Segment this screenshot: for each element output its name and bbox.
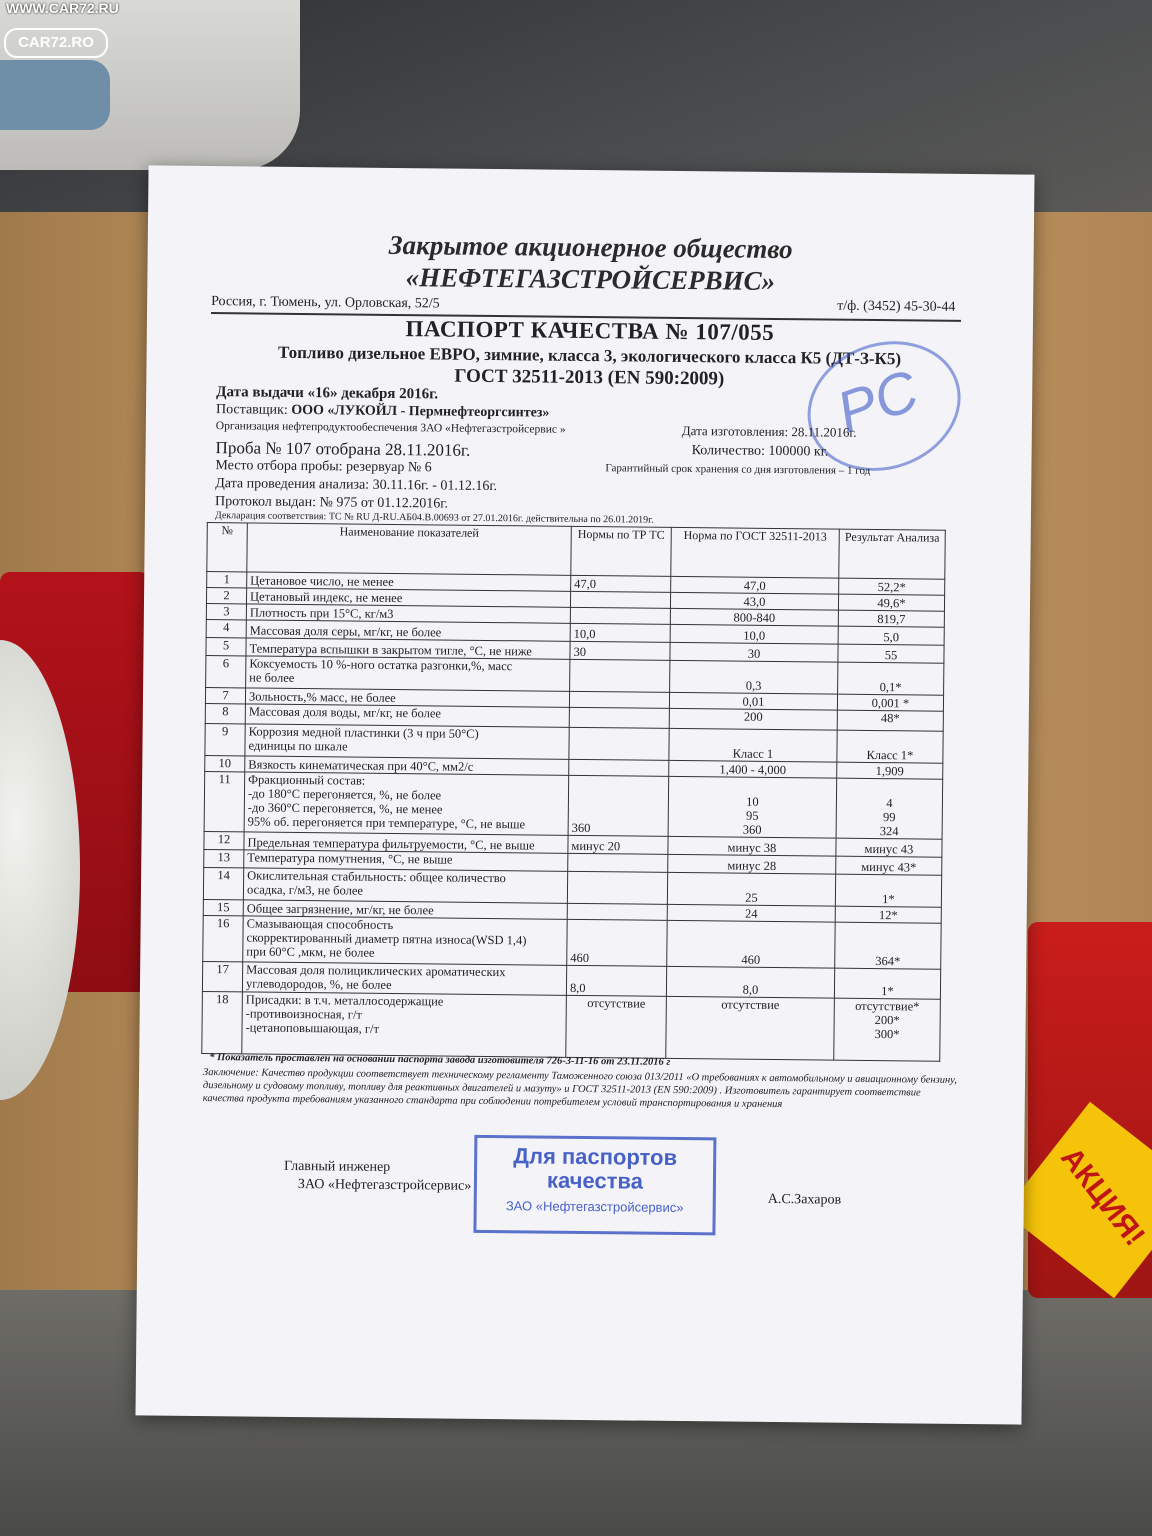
row-gost: 10,0 [670,624,838,644]
row-result [836,778,943,839]
row-result: минус 43* [836,856,942,875]
row-result: 5,0 [838,626,944,645]
row-number: 11 [204,772,245,832]
row-name-line: Массовая доля полициклических ароматических [246,962,506,980]
row-name [243,868,567,903]
company-phone: т/ф. (3452) 45-30-44 [837,298,956,315]
row-name [242,992,567,1057]
passport-title: ПАСПОРТ КАЧЕСТВА № 107/055 [405,316,775,345]
watermark-site: WWW.CAR72.RU [6,0,119,16]
row-result: 1* [834,968,940,999]
row-gost: 460 [667,920,835,968]
row-number: 4 [206,620,246,638]
row-result: 364* [835,922,941,969]
printer-slot [0,60,110,130]
row-number: 1 [207,572,247,588]
col-header-tr-norm: Нормы по ТР ТС [571,526,672,576]
row-result-line: 300* [874,1027,900,1042]
row-number: 2 [206,588,246,604]
row-result-line: 200* [874,1013,900,1028]
warranty-period: Гарантийный срок хранения со дня изготовления – 1 год [605,462,871,477]
row-name: Массовая доля воды, мг/кг, не более [245,704,569,727]
row-gost-line: 95 [745,808,759,823]
analysis-date: Дата проведения анализа: 30.11.16г. - 01.12.16г. [215,476,498,495]
row-result: 55 [838,644,944,663]
quality-passport-document [135,165,1034,1424]
row-result: минус 43 [836,838,942,857]
row-name-line: Коксуемость 10 %-ного остатка разгонки,%, масс [249,656,513,674]
table-row [204,772,943,840]
row-name [244,772,569,835]
col-header-number: № [207,523,248,572]
results-table [201,522,946,1062]
row-name-line: не более [249,670,295,685]
row-tr [569,759,669,776]
row-gost: 0,01 [669,692,837,710]
supplier-label: Поставщик: [215,402,292,418]
row-number: 6 [206,656,246,688]
row-name-line: 95% об. перегоняется при температуре, °С, не выше [247,814,526,832]
row-gost-line: 10 [746,794,759,809]
row-tr: 8,0 [566,965,666,996]
row-number: 14 [203,868,243,900]
declaration: Декларация соответствия: ТС № RU Д-RU.АБ04.В.00693 от 27.01.2016г. действительна по 26.01.2019г. [214,510,654,526]
row-tr [570,591,670,608]
row-result-line: отсутствие* [855,998,920,1014]
row-name: Цетановый индекс, не менее [246,588,570,607]
row-number: 7 [205,688,245,704]
row-tr: минус 20 [568,835,668,854]
row-name [245,724,569,759]
row-gost: минус 28 [668,854,836,874]
row-gost: 25 [667,872,835,906]
footnote: * Показатель проставлен на основании паспорта завода изготовителя 726-3-11-16 от 23.11.2016 г [209,1052,671,1068]
row-gost: 800-840 [670,608,838,626]
table-row [203,916,941,970]
row-tr [567,903,667,920]
row-name-line: Окислительная стабильность: общее количество [247,868,506,886]
stamp-line: ЗАО «Нефтегазстройсервис» [505,1198,684,1216]
row-number: 10 [205,756,245,772]
fuel-description: Топливо дизельное ЕВРО, зимние, класса 3, экологического класса К5 (ДТ-З-К5) [278,342,902,369]
row-name: Цетановое число, не менее [247,572,571,591]
stamp-line: качества [546,1167,644,1194]
row-name-line: Присадки: в т.ч. металлосодержащие [245,992,444,1009]
row-gost-line: 360 [742,822,762,837]
row-number: 15 [203,900,243,916]
supplier [216,402,550,421]
certification-stamp-text: РС [828,357,927,446]
row-number: 8 [205,704,245,724]
row-result-line: 99 [882,810,896,825]
row-name-line: скорректированный диаметр пятна износа(WSD 1,4) [246,930,527,948]
promo-label: АКЦИЯ! [1054,1141,1152,1253]
row-name-line: Смазывающая способность [246,916,394,932]
row-name: Температура вспышки в закрытом тигле, °С, не ниже [246,638,570,659]
table-row [202,992,941,1062]
row-name: Предельная температура фильтруемости, °С, не выше [244,832,568,853]
row-name-line: осадка, г/м3, не более [246,882,364,898]
issue-date: Дата выдачи «16» декабря 2016г. [216,384,439,403]
row-gost: 47,0 [671,576,839,594]
row-name: Массовая доля серы, мг/кг, не более [246,620,570,641]
row-gost: 1,400 - 4,000 [669,760,837,778]
col-header-result: Результат Анализа [839,529,946,579]
sampling-place: Место отбора пробы: резервуар № 6 [215,458,432,476]
row-name [242,962,566,995]
col-header-gost-norm: Норма по ГОСТ 32511-2013 [671,527,840,578]
conclusion: Заключение: Качество продукции соответствует техническому регламенту Таможенного союза 013/2011 «О требованиях к автомобильному и авиационному бензину, дизельному и судовому топливу, топливу для реактивных двигателей и мазуту» и ГОСТ 32511-2013 (EN 590:2009) . Изготовитель гарантирует соответствие качества продукта требованиям указанного стандарта при соблюдении потребителем условий транспортирования и хранения [202,1067,958,1111]
row-result: 0,1* [838,662,944,695]
row-result: 12* [835,906,941,923]
printer [0,0,300,170]
row-gost: минус 38 [668,836,836,856]
row-gost [668,776,837,838]
row-number: 17 [202,962,242,992]
company-name: «НЕФТЕГАЗСТРОЙСЕРВИС» [405,262,776,296]
signatory-title: Главный инженер [284,1158,391,1175]
row-tr [570,607,670,624]
row-tr: 30 [570,641,670,660]
stamp-line: Для паспортов [513,1143,678,1170]
row-name-line: -до 180°С перегоняется, %, не более [247,786,442,803]
row-name-line: -цетаноповышающая, г/т [245,1020,380,1036]
company-address: Россия, г. Тюмень, ул. Орловская, 52/5 [211,294,440,312]
row-tr: 10,0 [570,623,670,642]
row-gost: 0,3 [670,660,838,694]
row-gost: 43,0 [670,592,838,610]
manufacture-date: Дата изготовления: 28.11.2016г. [681,422,857,440]
row-name: Плотность при 15°С, кг/м3 [246,604,570,623]
sample-info: Проба № 107 отобрана 28.11.2016г. [215,438,471,460]
protocol: Протокол выдан: № 975 от 01.12.2016г. [214,494,449,512]
row-result: 49,6* [838,594,944,611]
row-result: 819,7 [838,610,944,627]
row-tr: 460 [567,919,667,966]
row-name: Зольность,% масс, не более [245,688,569,707]
row-gost: 8,0 [666,966,834,998]
row-number: 3 [206,604,246,620]
row-name-line: Фракционный состав: [248,772,366,788]
row-number: 18 [202,992,243,1054]
row-gost: 30 [670,642,838,662]
row-number: 9 [205,724,245,756]
row-name [243,916,567,965]
supplier-name: ООО «ЛУКОЙЛ - Пермнефтеоргсинтез» [291,402,550,421]
row-tr [570,659,670,692]
gost-standard: ГОСТ 32511-2013 (EN 590:2009) [454,365,725,390]
row-result [834,998,941,1061]
row-name [246,656,570,691]
row-name: Вязкость кинематическая при 40°С, мм2/с [245,756,569,775]
row-tr: 360 [568,775,669,836]
row-tr [569,707,669,728]
signatory-org: ЗАО «Нефтегазстройсервис» [297,1177,472,1194]
organization: Организация нефтепродуктообеспечения ЗАО «Нефтегазстройсервис » [215,420,566,436]
row-name: Общее загрязнение, мг/кг, не более [243,900,567,919]
quality-stamp [473,1135,716,1236]
row-number: 12 [204,832,244,850]
company-type: Закрытое акционерное общество [388,229,793,265]
row-result: 52,2* [839,578,945,595]
row-name-line: -до 360°С перегоняется, %, не менее [247,800,443,817]
table-header-row [207,523,945,580]
row-gost: 24 [667,904,835,922]
signatory-name: А.С.Захаров [767,1191,842,1208]
watermark-logo: CAR72.RO [4,28,108,58]
row-name-line: единицы по шкале [248,738,348,754]
row-result: 1* [835,874,941,907]
row-name: Температура помутнения, °С, не выше [244,850,568,871]
row-gost: отсутствие [666,996,835,1060]
quantity: Количество: 100000 кг. [691,443,829,460]
row-number: 13 [204,850,244,868]
row-result: 1,909 [837,762,943,779]
row-gost: 200 [669,708,837,730]
row-tr [569,727,669,760]
row-name-line: Коррозия медной пластинки (3 ч при 50°С) [248,724,479,741]
row-tr [569,691,669,708]
row-number: 5 [206,638,246,656]
row-tr: 47,0 [571,575,671,592]
row-tr [568,853,668,872]
row-name-line: при 60°С ,мкм, не более [246,944,375,960]
row-name-line: -противоизносная, г/т [245,1006,362,1022]
row-tr: отсутствие [566,995,667,1058]
row-tr [567,871,667,904]
row-result: Класс 1* [837,730,943,763]
col-header-name: Наименование показателей [247,523,571,575]
row-gost: Класс 1 [669,728,837,762]
row-number: 16 [203,916,243,962]
row-result-line: 4 [886,796,893,811]
row-result: 0,001 * [837,694,943,711]
row-result-line: 324 [879,824,899,839]
row-result: 48* [837,710,943,731]
row-name-line: углеводородов, %, не более [245,976,392,992]
